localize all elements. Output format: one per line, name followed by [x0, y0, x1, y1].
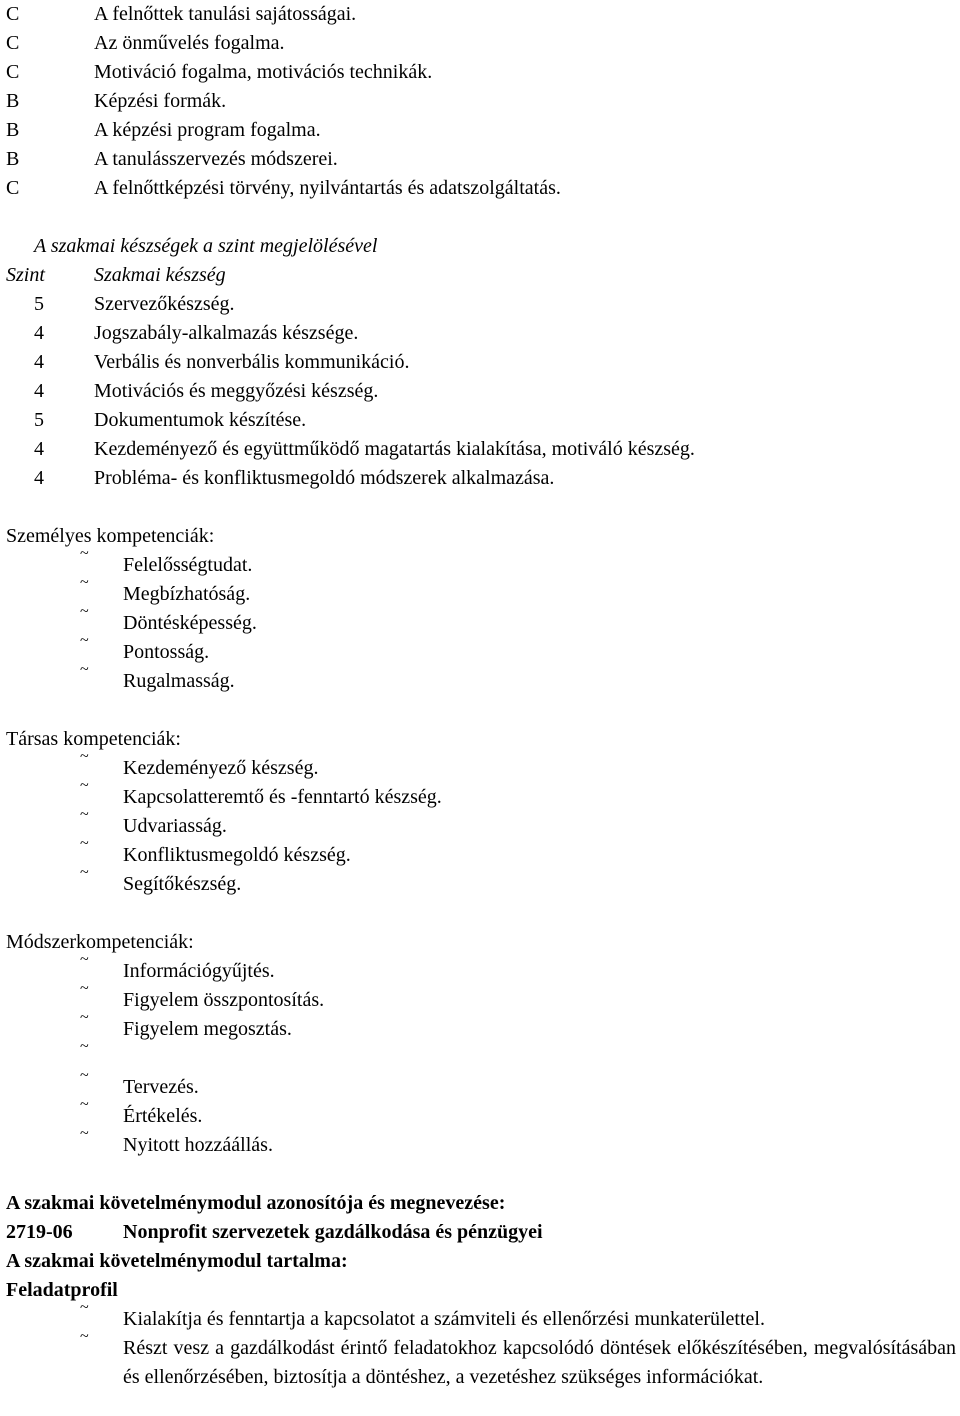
method-section — [0, 928, 960, 1160]
topic-text: A képzési program fogalma. — [94, 119, 321, 141]
skill-text: Verbális és nonverbális kommunikáció. — [94, 351, 410, 373]
list-item — [0, 603, 960, 638]
skill-row — [0, 406, 960, 435]
skill-text: Szervezőkészség. — [94, 293, 235, 315]
tilde-bullet-icon: ~ — [80, 603, 89, 620]
skill-row — [0, 348, 960, 377]
tilde-bullet-icon: ~ — [80, 574, 89, 591]
task-item — [0, 1299, 960, 1334]
skills-heading-text: A szakmai készségek a szint megjelölésével — [34, 235, 378, 257]
list-item — [0, 864, 960, 899]
topic-code: B — [6, 119, 20, 141]
skill-text: Probléma- és konfliktusmegoldó módszerek alkalmazása. — [94, 467, 555, 489]
list-item-text: Értékelés. — [123, 1105, 203, 1127]
skill-text: Dokumentumok készítése. — [94, 409, 307, 431]
topics-list — [0, 0, 960, 203]
list-item-text: Kezdeményező készség. — [123, 757, 319, 779]
topic-code: C — [6, 3, 20, 25]
skills-section — [0, 232, 960, 493]
skill-text: Motivációs és meggyőzési készség. — [94, 380, 379, 402]
list-item — [0, 1067, 960, 1102]
list-item-text: Rugalmasság. — [123, 670, 235, 692]
module-name: Nonprofit szervezetek gazdálkodása és pénzügyei — [123, 1221, 543, 1243]
list-item — [0, 835, 960, 870]
list-item — [0, 1125, 960, 1160]
list-item — [0, 748, 960, 783]
list-item-text: Tervezés. — [123, 1076, 199, 1098]
list-item-text: Kapcsolatteremtő és -fenntartó készség. — [123, 786, 442, 808]
list-item-text: Figyelem összpontosítás. — [123, 989, 325, 1011]
tilde-bullet-icon: ~ — [80, 1125, 89, 1142]
col-skill: Szakmai készség — [94, 264, 226, 286]
task-text: Kialakítja és fenntartja a kapcsolatot a számviteli és ellenőrzési munkaterülettel. — [123, 1308, 765, 1330]
method-heading: Módszerkompetenciák: — [6, 931, 194, 953]
skill-row — [0, 377, 960, 406]
list-item-text: Figyelem megosztás. — [123, 1018, 292, 1040]
topic-text: A felnőttképzési törvény, nyilvántartás és adatszolgáltatás. — [94, 177, 561, 199]
tilde-bullet-icon: ~ — [80, 1328, 89, 1345]
skill-row — [0, 435, 960, 464]
topic-text: A felnőttek tanulási sajátosságai. — [94, 3, 357, 25]
spacer — [0, 1160, 960, 1189]
topic-code: C — [6, 177, 20, 199]
module-content-heading: A szakmai követelménymodul tartalma: — [6, 1250, 348, 1272]
skill-text: Kezdeményező és együttműködő magatartás kialakítása, motiváló készség. — [94, 438, 695, 460]
list-item — [0, 632, 960, 667]
skill-level: 4 — [34, 351, 44, 373]
skill-level: 4 — [34, 322, 44, 344]
social-section — [0, 725, 960, 899]
skill-row — [0, 464, 960, 493]
list-item — [0, 1009, 960, 1044]
list-item — [0, 545, 960, 580]
list-item — [0, 951, 960, 986]
task-item — [0, 1328, 960, 1392]
list-item-text: Pontosság. — [123, 641, 210, 663]
list-item-text: Döntésképesség. — [123, 612, 257, 634]
task-text: Részt vesz a gazdálkodást érintő feladatokhoz kapcsolódó döntések előkészítésében, megvalósításában és ellenőrzésében, biztosítja a döntéshez, a vezetéshez szükséges információkat. — [123, 1337, 956, 1388]
topic-code: B — [6, 148, 20, 170]
topic-row — [0, 87, 960, 116]
list-item — [0, 777, 960, 812]
skill-level: 4 — [34, 438, 44, 460]
topic-text: Képzési formák. — [94, 90, 227, 112]
tilde-bullet-icon: ~ — [80, 864, 89, 881]
skill-level: 4 — [34, 380, 44, 402]
skill-level: 4 — [34, 467, 44, 489]
spacer — [0, 493, 960, 522]
tilde-bullet-icon: ~ — [80, 661, 89, 678]
list-item — [0, 980, 960, 1015]
tilde-bullet-icon: ~ — [80, 1009, 89, 1026]
list-item — [0, 661, 960, 696]
skill-row — [0, 290, 960, 319]
topic-row — [0, 116, 960, 145]
topic-code: C — [6, 32, 20, 54]
tilde-bullet-icon: ~ — [80, 980, 89, 997]
tilde-bullet-icon: ~ — [80, 1067, 89, 1084]
list-item — [0, 1096, 960, 1131]
topic-text: Motiváció fogalma, motivációs technikák. — [94, 61, 433, 83]
list-item-text: Udvariasság. — [123, 815, 227, 837]
profile-heading: Feladatprofil — [6, 1279, 118, 1301]
skill-level: 5 — [34, 293, 44, 315]
topic-text: Az önművelés fogalma. — [94, 32, 285, 54]
module-section — [0, 1189, 960, 1392]
module-id-heading: A szakmai követelménymodul azonosítója és megnevezése: — [6, 1192, 506, 1214]
skills-column-header — [0, 261, 960, 290]
list-item-text: Felelősségtudat. — [123, 554, 253, 576]
tilde-bullet-icon: ~ — [80, 1096, 89, 1113]
topic-row — [0, 145, 960, 174]
list-item — [0, 1038, 960, 1073]
topic-code: B — [6, 90, 20, 112]
skill-level: 5 — [34, 409, 44, 431]
topic-row — [0, 0, 960, 29]
tilde-bullet-icon: ~ — [80, 748, 89, 765]
spacer — [0, 203, 960, 232]
skill-row — [0, 319, 960, 348]
skills-heading — [0, 232, 960, 261]
topic-row — [0, 58, 960, 87]
col-level: Szint — [6, 264, 45, 286]
list-item-text: Megbízhatóság. — [123, 583, 251, 605]
tilde-bullet-icon: ~ — [80, 1299, 89, 1316]
module-code: 2719-06 — [6, 1221, 73, 1243]
topic-row — [0, 174, 960, 203]
list-item — [0, 806, 960, 841]
tilde-bullet-icon: ~ — [80, 806, 89, 823]
list-item-text: Információgyűjtés. — [123, 960, 275, 982]
social-heading: Társas kompetenciák: — [6, 728, 181, 750]
skill-text: Jogszabály-alkalmazás készsége. — [94, 322, 359, 344]
topic-row — [0, 29, 960, 58]
list-item-text: Konfliktusmegoldó készség. — [123, 844, 351, 866]
topic-text: A tanulásszervezés módszerei. — [94, 148, 338, 170]
personal-heading: Személyes kompetenciák: — [6, 525, 215, 547]
list-item-text: Segítőkészség. — [123, 873, 242, 895]
list-item — [0, 574, 960, 609]
list-item-text: Nyitott hozzáállás. — [123, 1134, 273, 1156]
tilde-bullet-icon: ~ — [80, 1038, 89, 1055]
tilde-bullet-icon: ~ — [80, 777, 89, 794]
spacer — [0, 696, 960, 725]
module-id-row — [0, 1218, 960, 1247]
topic-code: C — [6, 61, 20, 83]
tilde-bullet-icon: ~ — [80, 545, 89, 562]
tilde-bullet-icon: ~ — [80, 835, 89, 852]
personal-section — [0, 522, 960, 696]
spacer — [0, 899, 960, 928]
tilde-bullet-icon: ~ — [80, 632, 89, 649]
tilde-bullet-icon: ~ — [80, 951, 89, 968]
